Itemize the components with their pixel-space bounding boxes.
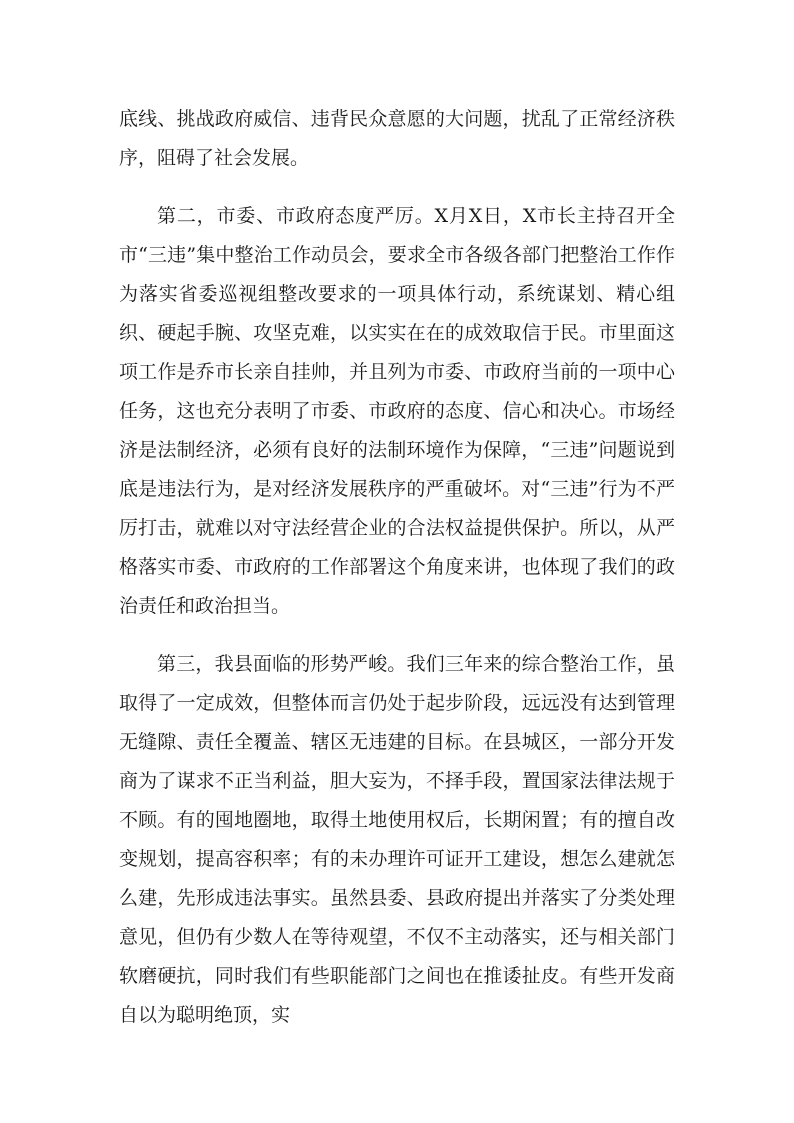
paragraph-second-point: 第二，市委、市政府态度严厉。X月X日，X市长主持召开全市“三违”集中整治工作动员会，要求全市各级各部门把整治工作作为落实省委巡视组整改要求的一项具体行动，系统谋划、精心组织、硬起手腕、攻坚克难，以实实在在的成效取信于民。市里面这项工作是乔市长亲自挂帅，并且列为市委、市政府当前的一项中心任务，这也充分表明了市委、市政府的态度、信心和决心。市场经济是法制经济，必须有良好的法制环境作为保障，“三违”问题说到底是违法行为，是对经济发展秩序的严重破坏。对“三违”行为不严厉打击，就难以对守法经营企业的合法权益提供保护。所以，从严格落实市委、市政府的工作部署这个角度来讲，也体现了我们的政治责任和政治担当。 <box>119 205 675 617</box>
paragraph-third-point: 第三，我县面临的形势严峻。我们三年来的综合整治工作，虽取得了一定成效，但整体而言仍处于起步阶段，远远没有达到管理无缝隙、责任全覆盖、辖区无违建的目标。在县城区，一部分开发商为了谋求不正当利益，胆大妄为，不择手段，置国家法律法规于不顾。有的囤地圈地，取得土地使用权后，长期闲置；有的擅自改变规划，提高容积率；有的未办理许可证开工建设，想怎么建就怎么建，先形成违法事实。虽然县委、县政府提出并落实了分类处理意见，但仍有少数人在等待观望，不仅不主动落实，还与相关部门软磨硬抗，同时我们有些职能部门之间也在推诿扯皮。有些开发商自以为聪明绝顶，实 <box>119 653 675 1026</box>
document-body <box>119 100 675 1035</box>
paragraph-continuation: 底线、挑战政府威信、违背民众意愿的大问题，扰乱了正常经济秩序，阻碍了社会发展。 <box>119 108 675 169</box>
